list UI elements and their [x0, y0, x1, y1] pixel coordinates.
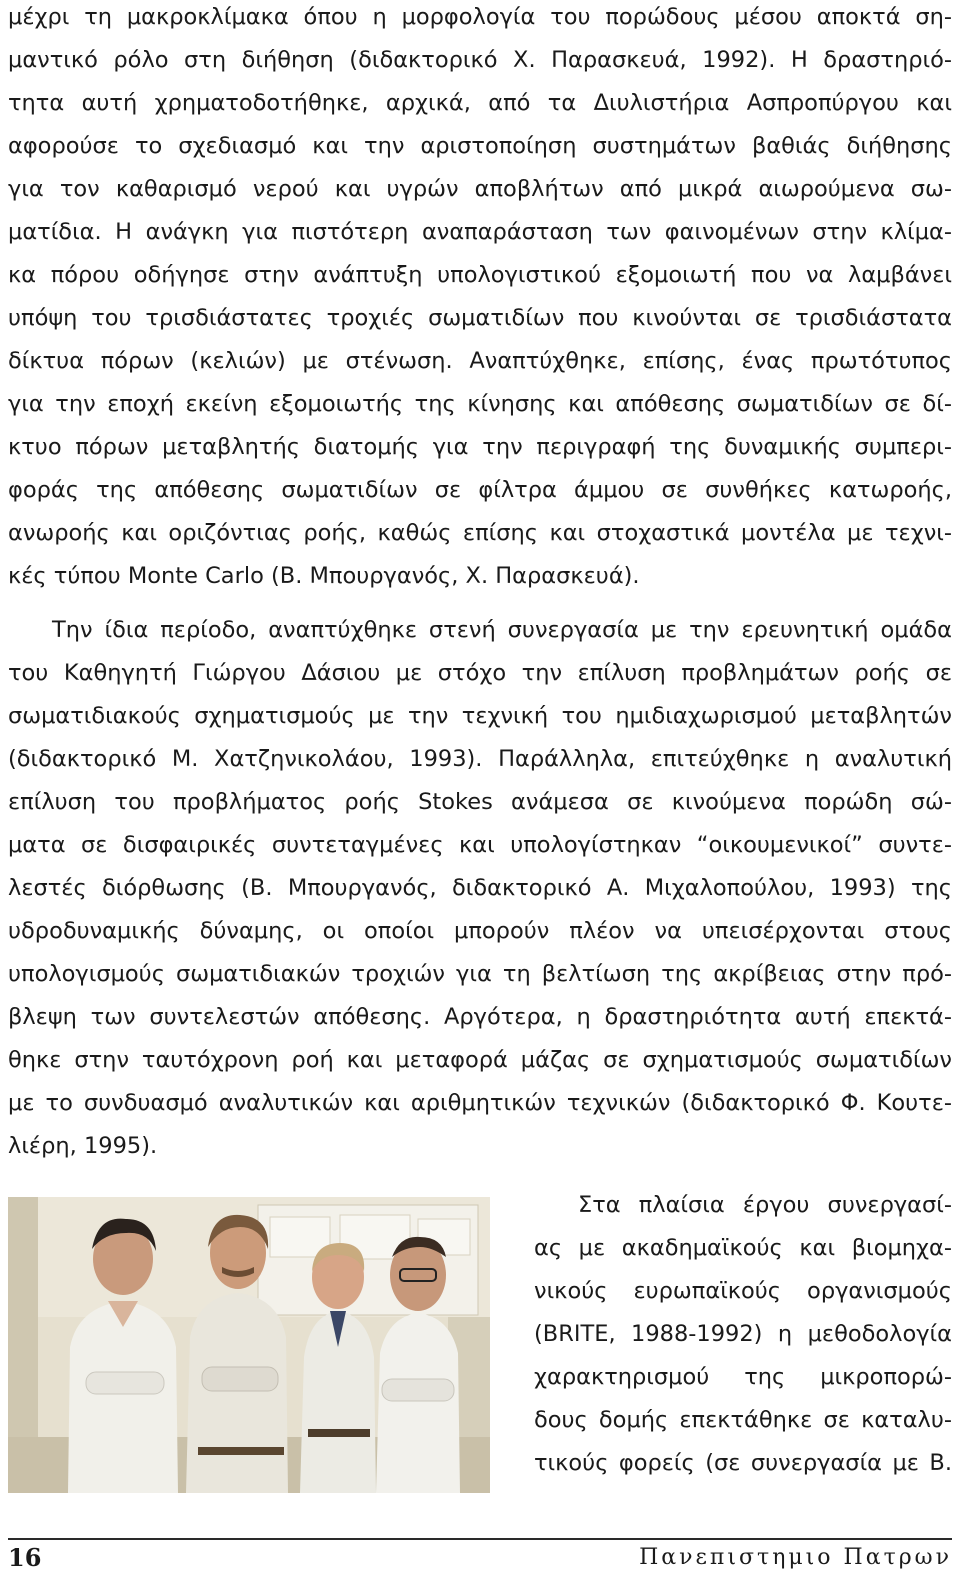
text-line: για τον καθαρισμό νερού και υγρών αποβλήτων από μικρά αιωρούμενα σω- [8, 176, 952, 202]
text-line: σωματιδιακούς σχηματισμούς με την τεχνική του ημιδιαχωρισμού μεταβλητών [8, 703, 952, 729]
text-line: βλεψη των συντελεστών απόθεσης. Αργότερα, η δραστηριότητα αυτή επεκτά- [8, 1004, 952, 1030]
side-text-line: δους δομής επεκτάθηκε σε καταλυ- [534, 1407, 952, 1433]
text-line: λεστές διόρθωσης (Β. Μπουργανός, διδακτορικό Α. Μιχαλοπούλου, 1993) της [8, 875, 952, 901]
text-line: υπολογισμούς σωματιδιακών τροχιών για τη βελτίωση της ακρίβειας στην πρό- [8, 961, 952, 987]
side-text-line: ας με ακαδημαϊκούς και βιομηχα- [534, 1235, 952, 1261]
text-line: κτυο πόρων μεταβλητής διατομής για την περιγραφή της δυναμικής συμπερι- [8, 434, 952, 460]
text-line: του Καθηγητή Γιώργου Δάσιου με στόχο την επίλυση προβλημάτων ροής σε [8, 660, 952, 686]
side-text-line: χαρακτηρισμού της μικροπορώ- [534, 1364, 952, 1390]
text-line: λιέρη, 1995). [8, 1133, 158, 1159]
text-line: αφορούσε το σχεδιασμό και την αριστοποίηση συστημάτων βαθιάς διήθησης [8, 133, 952, 159]
text-line: μαντικό ρόλο στη διήθηση (διδακτορικό Χ. Παρασκευά, 1992). Η δραστηριό- [8, 47, 952, 73]
text-line: θηκε στην ταυτόχρονη ροή και μεταφορά μάζας σε σχηματισμούς σωματιδίων [8, 1047, 952, 1073]
text-line: κές τύπου Monte Carlo (Β. Μπουργανός, Χ. Παρασκευά). [8, 563, 640, 589]
group-photo [8, 1197, 490, 1493]
side-text-line: Στα πλαίσια έργου συνεργασί- [578, 1192, 952, 1218]
text-line: με το συνδυασμό αναλυτικών και αριθμητικών τεχνικών (διδακτορικό Φ. Κουτε- [8, 1090, 952, 1116]
side-text-line: τικούς φορείς (σε συνεργασία με Β. [534, 1450, 952, 1476]
footer-divider [8, 1538, 952, 1540]
text-line: ματίδια. Η ανάγκη για πιστότερη αναπαράσταση των φαινομένων στην κλίμα- [8, 219, 952, 245]
side-text-line: νικούς ευρωπαϊκούς οργανισμούς [534, 1278, 952, 1304]
text-line: υδροδυναμικής δύναμης, οι οποίοι μπορούν πλέον να υπεισέρχονται στους [8, 918, 952, 944]
group-photo-image [8, 1197, 490, 1493]
running-footer-title: Πανεπιστημιο Πατρων [639, 1545, 952, 1570]
text-line: μέχρι τη μακροκλίμακα όπου η μορφολογία του πορώδους μέσου αποκτά ση- [8, 4, 952, 30]
side-text-line: (BRITE, 1988-1992) η μεθοδολογία [534, 1321, 952, 1347]
text-line: για την εποχή εκείνη εξομοιωτής της κίνησης και απόθεσης σωματιδίων σε δί- [8, 391, 952, 417]
text-line: (διδακτορικό Μ. Χατζηνικολάου, 1993). Παράλληλα, επιτεύχθηκε η αναλυτική [8, 746, 952, 772]
text-line: δίκτυα πόρων (κελιών) με στένωση. Αναπτύχθηκε, επίσης, ένας πρωτότυπος [8, 348, 952, 374]
page-number: 16 [8, 1543, 42, 1572]
paragraph-first-line: Την ίδια περίοδο, αναπτύχθηκε στενή συνεργασία με την ερευνητική ομάδα [52, 617, 952, 643]
text-line: επίλυση του προβλήματος ροής Stokes ανάμεσα σε κινούμενα πορώδη σώ- [8, 789, 952, 815]
text-line: υπόψη του τρισδιάστατες τροχιές σωματιδίων που κινούνται σε τρισδιάστατα [8, 305, 952, 331]
text-line: κα πόρου οδήγησε στην ανάπτυξη υπολογιστικού εξομοιωτή που να λαμβάνει [8, 262, 952, 288]
text-line: ματα σε δισφαιρικές συντεταγμένες και υπολογίστηκαν “οικουμενικοί” συντε- [8, 832, 952, 858]
text-line: φοράς της απόθεσης σωματιδίων σε φίλτρα άμμου σε συνθήκες κατωροής, [8, 477, 952, 503]
text-line: ανωροής και οριζόντιας ροής, καθώς επίσης και στοχαστικά μοντέλα με τεχνι- [8, 520, 952, 546]
text-line: τητα αυτή χρηματοδοτήθηκε, αρχικά, από τα Διυλιστήρια Ασπροπύργου και [8, 90, 952, 116]
